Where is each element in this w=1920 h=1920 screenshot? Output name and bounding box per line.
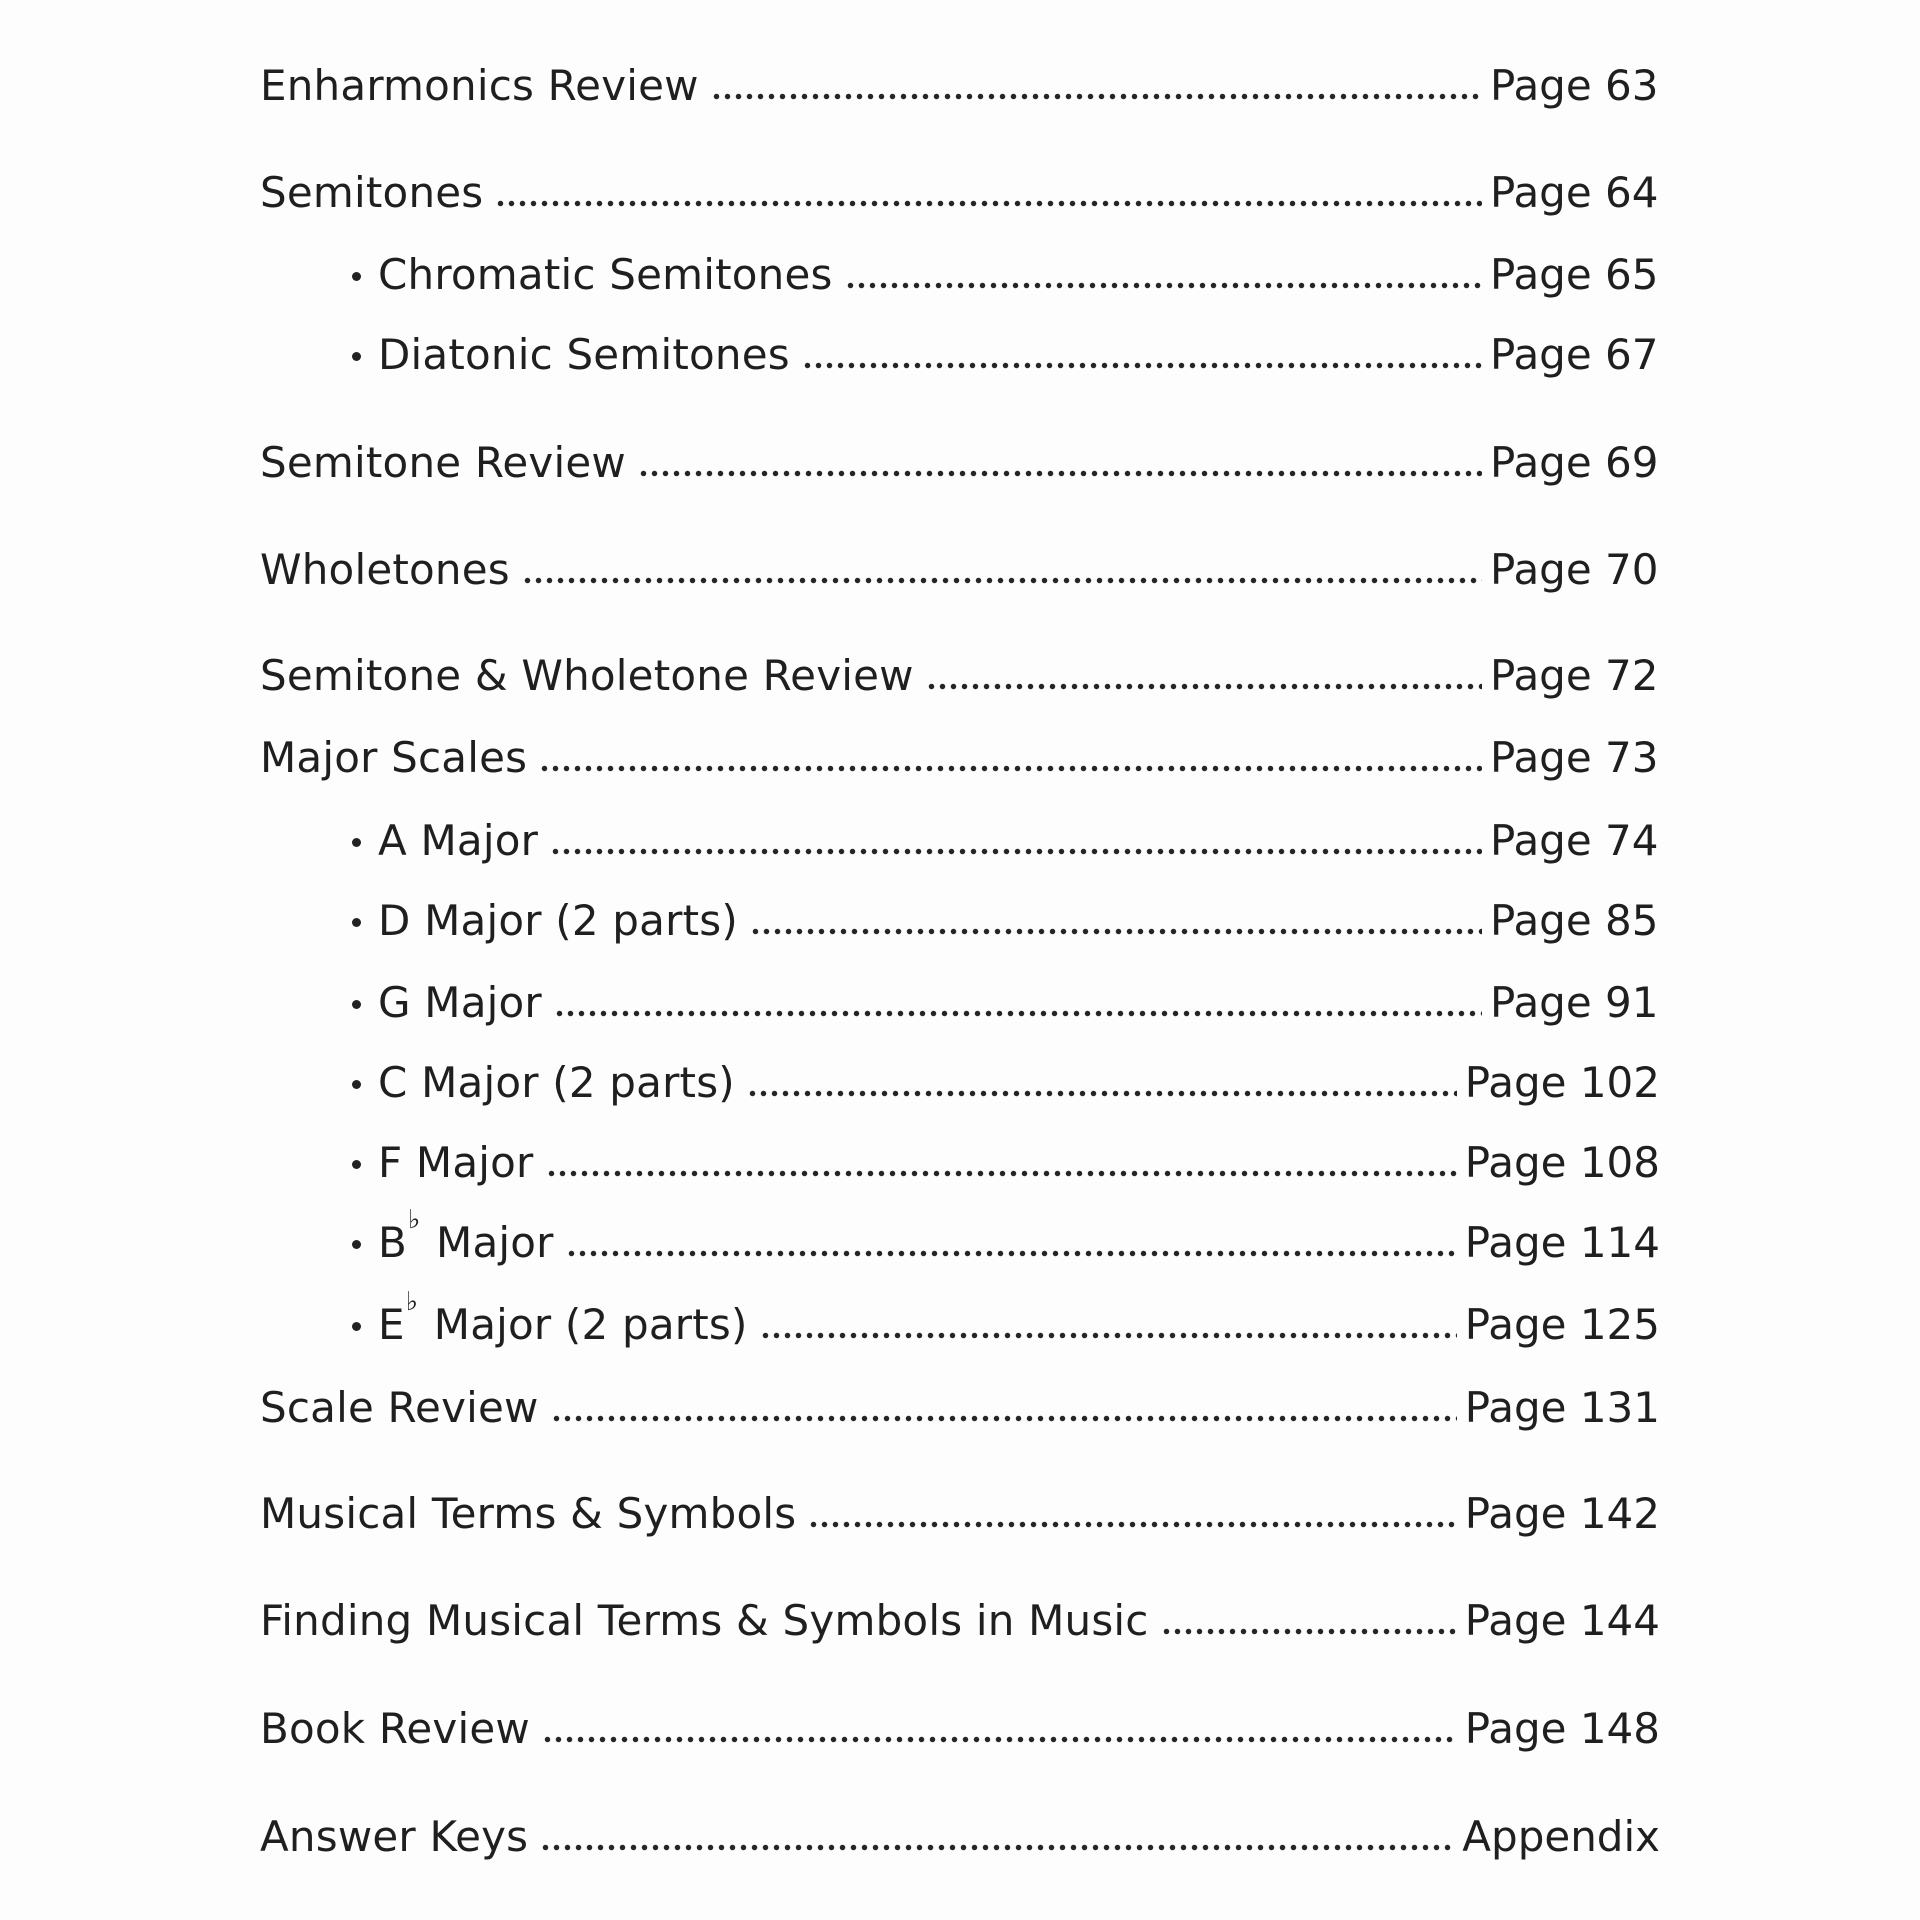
toc-entry — [260, 1135, 1660, 1191]
toc-entry — [260, 975, 1660, 1031]
toc-entry — [260, 1055, 1660, 1111]
toc-entry — [260, 1380, 1660, 1436]
bullet-icon — [352, 838, 361, 847]
toc-entry — [260, 435, 1660, 491]
toc-entry-page: Page 91 — [1490, 978, 1659, 1027]
toc-entry — [260, 1593, 1660, 1649]
dot-leader — [546, 1170, 1457, 1177]
toc-entry-title: G Major — [378, 978, 542, 1027]
dot-leader — [551, 1415, 1457, 1422]
dot-leader — [566, 1250, 1457, 1257]
toc-entry — [260, 1701, 1660, 1757]
dot-leader — [522, 577, 1482, 584]
dot-leader — [539, 765, 1482, 772]
toc-entry-page: Page 102 — [1464, 1058, 1660, 1107]
toc-entry-page: Page 67 — [1490, 330, 1659, 379]
toc-entry-title: Semitones — [260, 168, 484, 217]
toc-entry-page: Page 85 — [1490, 896, 1659, 945]
bullet-icon — [352, 1000, 361, 1009]
flat-symbol: ♭ — [408, 1205, 421, 1235]
toc-entry-title: Diatonic Semitones — [378, 330, 790, 379]
toc-entry — [260, 247, 1660, 303]
bullet-icon — [352, 1322, 361, 1331]
toc-entry-page: Page 72 — [1490, 651, 1659, 700]
dot-leader — [542, 1736, 1457, 1743]
toc-entry-page: Appendix — [1462, 1812, 1660, 1861]
toc-entry-title: Semitone Review — [260, 438, 626, 487]
dot-leader — [554, 1010, 1482, 1017]
toc-entry-page: Page 131 — [1464, 1383, 1660, 1432]
toc-entry — [260, 813, 1660, 869]
toc-entry-page: Page 64 — [1490, 168, 1659, 217]
toc-entry-page: Page 125 — [1464, 1300, 1660, 1349]
toc-entry-title: Wholetones — [260, 545, 510, 594]
dot-leader — [845, 282, 1482, 289]
toc-entry-title: Chromatic Semitones — [378, 250, 833, 299]
toc-entry-title: Scale Review — [260, 1383, 539, 1432]
toc-entry-page: Page 63 — [1490, 61, 1659, 110]
toc-entry-page: Page 74 — [1490, 816, 1659, 865]
toc-entry-title: C Major (2 parts) — [378, 1058, 735, 1107]
toc-entry-title: F Major — [378, 1138, 534, 1187]
toc-entry-title: A Major — [378, 816, 539, 865]
toc-entry — [260, 165, 1660, 221]
flat-symbol: ♭ — [405, 1287, 419, 1317]
dot-leader — [750, 928, 1482, 935]
dot-leader — [540, 1844, 1454, 1851]
toc-entry-page: Page 148 — [1464, 1704, 1660, 1753]
bullet-icon — [352, 272, 361, 281]
toc-entry — [260, 1287, 1660, 1353]
toc-entry-title: Major Scales — [260, 733, 528, 782]
toc-entry-page: Page 108 — [1464, 1138, 1660, 1187]
toc-entry-page: Page 69 — [1490, 438, 1659, 487]
dot-leader — [926, 683, 1482, 690]
toc-entry — [260, 730, 1660, 786]
dot-leader — [495, 200, 1482, 207]
bullet-icon — [352, 1160, 361, 1169]
toc-entry-title: Answer Keys — [260, 1812, 529, 1861]
toc-entry-title: Semitone & Wholetone Review — [260, 651, 914, 700]
toc-entry — [260, 542, 1660, 598]
toc-entry-title: Enharmonics Review — [260, 61, 699, 110]
toc-entry-page: Page 70 — [1490, 545, 1659, 594]
toc-entry — [260, 1486, 1660, 1542]
dot-leader — [808, 1521, 1456, 1528]
toc-entry-page: Page 73 — [1490, 733, 1659, 782]
toc-entry-title: Finding Musical Terms & Symbols in Music — [260, 1596, 1149, 1645]
dot-leader — [550, 848, 1482, 855]
toc-entry — [260, 58, 1660, 114]
dot-leader — [747, 1090, 1457, 1097]
toc-entry — [260, 648, 1660, 704]
toc-entry-page: Page 144 — [1464, 1596, 1660, 1645]
bullet-icon — [352, 1080, 361, 1089]
table-of-contents — [260, 0, 1660, 1865]
dot-leader — [711, 93, 1482, 100]
bullet-icon — [352, 918, 361, 927]
toc-entry-title: B♭ Major — [378, 1205, 554, 1267]
toc-entry-title: D Major (2 parts) — [378, 896, 738, 945]
toc-entry-page: Page 114 — [1464, 1218, 1660, 1267]
toc-entry-title: Book Review — [260, 1704, 530, 1753]
toc-entry — [260, 327, 1660, 383]
toc-entry-page: Page 142 — [1464, 1489, 1660, 1538]
bullet-icon — [352, 1240, 361, 1249]
toc-entry — [260, 893, 1660, 949]
dot-leader — [802, 362, 1482, 369]
bullet-icon — [352, 352, 361, 361]
toc-entry-title: Musical Terms & Symbols — [260, 1489, 797, 1538]
dot-leader — [638, 470, 1482, 477]
dot-leader — [1161, 1628, 1457, 1635]
toc-entry-page: Page 65 — [1490, 250, 1659, 299]
toc-entry — [260, 1809, 1660, 1865]
toc-entry-title: E♭ Major (2 parts) — [378, 1287, 748, 1349]
dot-leader — [760, 1332, 1457, 1339]
toc-entry — [260, 1205, 1660, 1271]
